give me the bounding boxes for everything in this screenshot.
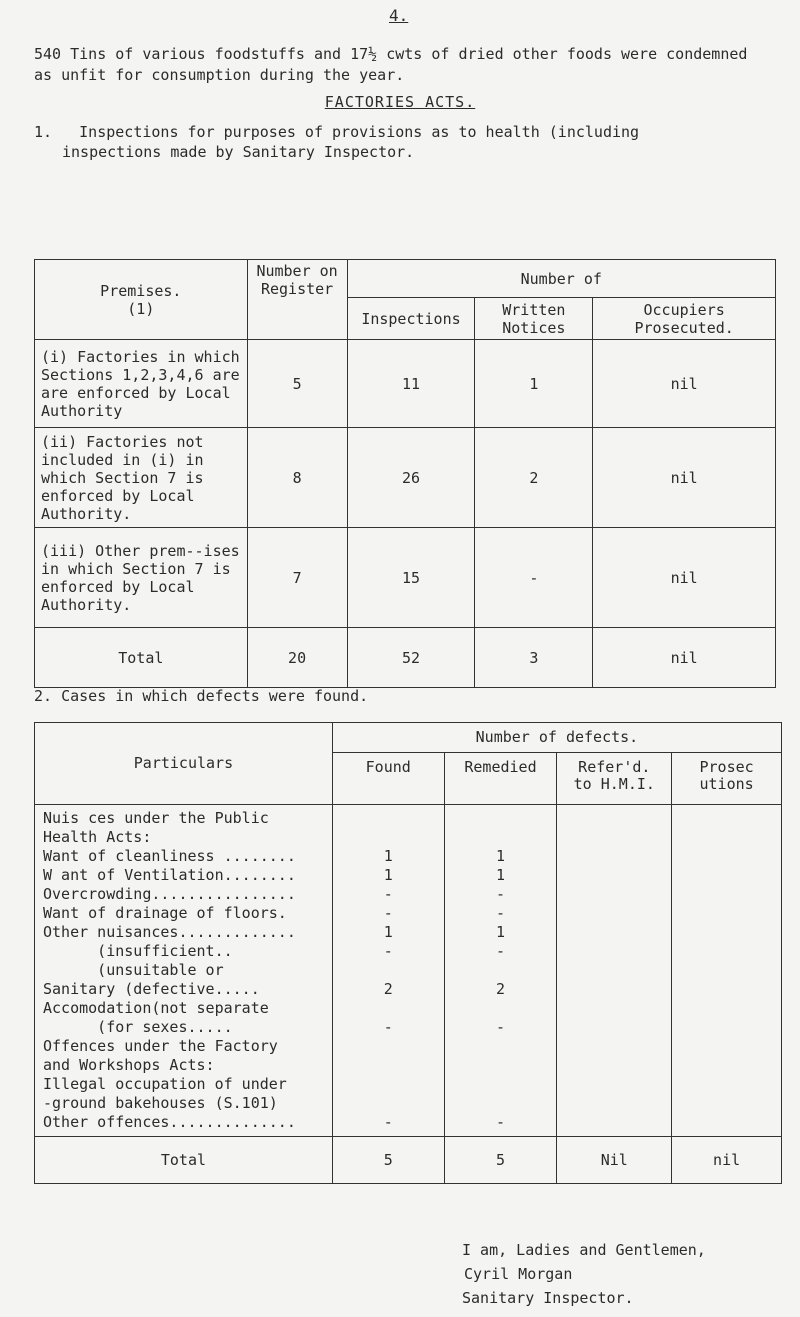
- total-row: [35, 628, 776, 688]
- inspections-cell: 26: [347, 428, 475, 528]
- prosecuted-cell: nil: [593, 528, 776, 628]
- total-register: 20: [247, 628, 347, 688]
- referred-column: [557, 805, 672, 1137]
- prosecuted-cell: nil: [593, 340, 776, 428]
- premises-cell: (iii) Other prem--ises in which Section 7 is enforced by Local Authority.: [35, 528, 248, 628]
- header-premises: Premises. (1): [35, 260, 248, 340]
- table-row: [35, 528, 776, 628]
- total-label: Total: [35, 628, 248, 688]
- total-notices: 3: [475, 628, 593, 688]
- item1-paragraph: [34, 122, 774, 162]
- register-cell: 7: [247, 528, 347, 628]
- inspections-cell: 11: [347, 340, 475, 428]
- total-referred: Nil: [557, 1137, 672, 1184]
- header-particulars: Particulars: [35, 723, 333, 805]
- table-row: [35, 805, 782, 1137]
- register-cell: 5: [247, 340, 347, 428]
- section-heading: FACTORIES ACTS.: [324, 93, 476, 111]
- premises-cell: (ii) Factories not included in (i) in which Section 7 is enforced by Local Authority.: [35, 428, 248, 528]
- total-prosecutions: nil: [672, 1137, 782, 1184]
- notices-cell: 2: [475, 428, 593, 528]
- header-written-notices: Written Notices: [475, 298, 593, 340]
- total-found: 5: [332, 1137, 444, 1184]
- signatory-name: Cyril Morgan: [464, 1265, 573, 1283]
- notices-cell: -: [475, 528, 593, 628]
- salutation: I am, Ladies and Gentlemen,: [462, 1241, 706, 1259]
- page-number: 4.: [389, 6, 409, 25]
- inspections-cell: 15: [347, 528, 475, 628]
- signatory-title: Sanitary Inspector.: [462, 1289, 634, 1307]
- total-row: [35, 1137, 782, 1184]
- item1-number: 1.: [34, 123, 53, 141]
- header-found: Found: [332, 753, 444, 805]
- total-inspections: 52: [347, 628, 475, 688]
- table-row: [35, 340, 776, 428]
- table-row: [35, 428, 776, 528]
- defects-table: [34, 722, 782, 1184]
- header-register: Number on Register: [247, 260, 347, 340]
- prosecutions-column: [672, 805, 782, 1137]
- signature-block: [462, 1238, 706, 1310]
- notices-cell: 1: [475, 340, 593, 428]
- item1-line1: Inspections for purposes of provisions as to health (including: [79, 123, 640, 141]
- premises-cell: (i) Factories in which Sections 1,2,3,4,6 are are enforced by Local Authority: [35, 340, 248, 428]
- header-number-of: Number of: [347, 260, 775, 298]
- header-remedied: Remedied: [444, 753, 557, 805]
- register-cell: 8: [247, 428, 347, 528]
- remedied-column: 1 1 - - 1 - 2 - -: [444, 805, 557, 1137]
- total-prosecuted: nil: [593, 628, 776, 688]
- header-number-of-defects: Number of defects.: [332, 723, 781, 753]
- total-remedied: 5: [444, 1137, 557, 1184]
- header-inspections: Inspections: [347, 298, 475, 340]
- intro-paragraph: 540 Tins of various foodstuffs and 17½ cwts of dried other foods were condemned as unfit for consumption during the year.: [34, 45, 748, 84]
- found-column: 1 1 - - 1 - 2 - -: [332, 805, 444, 1137]
- inspections-table: [34, 259, 776, 688]
- total-label: Total: [35, 1137, 333, 1184]
- prosecuted-cell: nil: [593, 428, 776, 528]
- header-prosecutions: Prosec utions: [672, 753, 782, 805]
- header-referred: Refer'd. to H.M.I.: [557, 753, 672, 805]
- particulars-cell: Nuis ces under the Public Health Acts: Want of cleanliness ........ W ant of Ventilation........ Overcrowding................ Want of drainage of floors. Other nuisances............. (insufficient.. (unsuitable or Sanitary (defective..... Accomodation(not separate (for sexes..... Offences under the Factory and Workshops Acts: Illegal occupation of under -ground bakehouses (S.101) Other offences..............: [35, 805, 333, 1137]
- item2-paragraph: 2. Cases in which defects were found.: [34, 687, 369, 705]
- header-occupiers-prosecuted: Occupiers Prosecuted.: [593, 298, 776, 340]
- item1-line2: inspections made by Sanitary Inspector.: [62, 143, 415, 161]
